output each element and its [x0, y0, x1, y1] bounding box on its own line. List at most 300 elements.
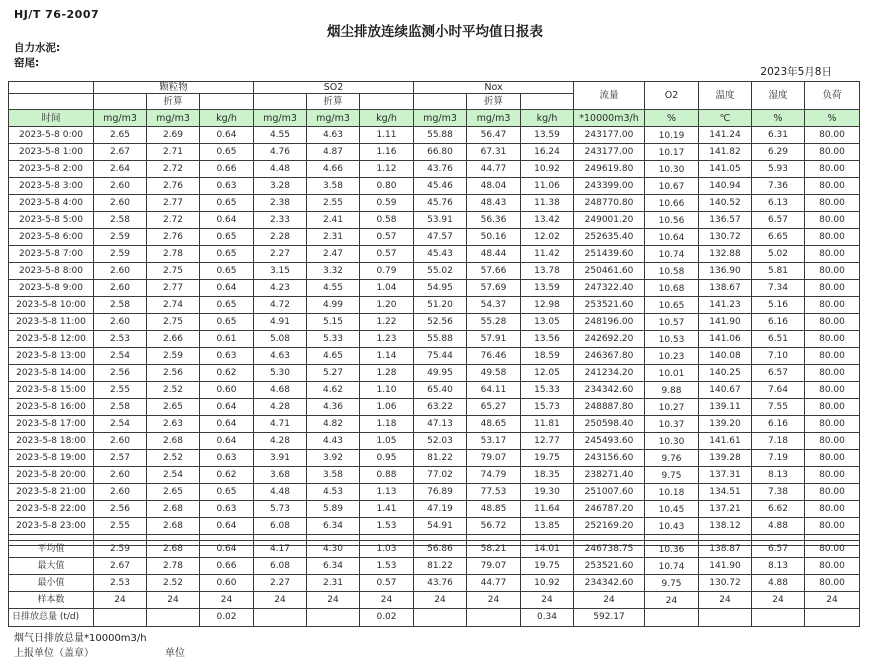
- unit-cell: %: [645, 110, 699, 127]
- value-cell: 6.57: [752, 365, 805, 382]
- blank-cell: [414, 94, 467, 110]
- value-cell: 136.90: [699, 263, 752, 280]
- value-cell: 0.02: [360, 609, 414, 627]
- value-cell: 57.66: [467, 263, 521, 280]
- col-humidity: 湿度: [752, 82, 805, 110]
- value-cell: 2.31: [307, 575, 360, 592]
- value-cell: 4.82: [307, 416, 360, 433]
- row-label: 2023-5-8 12:00: [9, 331, 94, 348]
- value-cell: 6.29: [752, 144, 805, 161]
- value-cell: 1.11: [360, 127, 414, 144]
- value-cell: 10.57: [645, 314, 699, 331]
- value-cell: 592.17: [574, 609, 645, 627]
- value-cell: 2.78: [147, 558, 200, 575]
- value-cell: 43.76: [414, 161, 467, 178]
- value-cell: 56.86: [414, 541, 467, 558]
- value-cell: 19.75: [521, 450, 574, 467]
- value-cell: 1.23: [360, 331, 414, 348]
- value-cell: 5.73: [254, 501, 307, 518]
- value-cell: 67.31: [467, 144, 521, 161]
- value-cell: 3.91: [254, 450, 307, 467]
- value-cell: 4.55: [254, 127, 307, 144]
- value-cell: [752, 609, 805, 627]
- value-cell: 6.08: [254, 518, 307, 535]
- value-cell: 14.01: [521, 541, 574, 558]
- value-cell: 10.53: [645, 331, 699, 348]
- value-cell: 13.42: [521, 212, 574, 229]
- value-cell: 24: [147, 592, 200, 609]
- group-pm: 颗粒物: [94, 82, 254, 94]
- unit-cell: mg/m3: [414, 110, 467, 127]
- value-cell: 2.28: [254, 229, 307, 246]
- value-cell: 10.64: [645, 229, 699, 246]
- value-cell: 141.06: [699, 331, 752, 348]
- value-cell: 11.42: [521, 246, 574, 263]
- value-cell: 0.62: [200, 467, 254, 484]
- value-cell: 80.00: [805, 484, 860, 501]
- value-cell: 0.64: [200, 212, 254, 229]
- value-cell: 75.44: [414, 348, 467, 365]
- value-cell: 7.36: [752, 178, 805, 195]
- value-cell: 243177.00: [574, 127, 645, 144]
- table-row: [9, 416, 860, 433]
- value-cell: 4.28: [254, 433, 307, 450]
- value-cell: 2.59: [94, 541, 147, 558]
- value-cell: 45.46: [414, 178, 467, 195]
- row-label: 2023-5-8 22:00: [9, 501, 94, 518]
- value-cell: 0.63: [200, 348, 254, 365]
- col-flow: 流量: [574, 82, 645, 110]
- value-cell: 57.91: [467, 331, 521, 348]
- value-cell: 80.00: [805, 416, 860, 433]
- row-label: 2023-5-8 14:00: [9, 365, 94, 382]
- value-cell: 1.53: [360, 558, 414, 575]
- value-cell: 0.63: [200, 450, 254, 467]
- value-cell: 10.66: [645, 195, 699, 212]
- value-cell: 0.88: [360, 467, 414, 484]
- value-cell: 6.34: [307, 518, 360, 535]
- value-cell: 51.20: [414, 297, 467, 314]
- value-cell: [147, 609, 200, 627]
- blank-cell: [360, 94, 414, 110]
- value-cell: 24: [574, 592, 645, 609]
- row-label: 2023-5-8 18:00: [9, 433, 94, 450]
- value-cell: 24: [521, 592, 574, 609]
- value-cell: 1.04: [360, 280, 414, 297]
- value-cell: 5.27: [307, 365, 360, 382]
- value-cell: 2.60: [94, 263, 147, 280]
- converted-label-nox: 折算: [467, 94, 521, 110]
- row-label: 2023-5-8 8:00: [9, 263, 94, 280]
- value-cell: 6.13: [752, 195, 805, 212]
- value-cell: 0.61: [200, 331, 254, 348]
- value-cell: 80.00: [805, 518, 860, 535]
- value-cell: 4.43: [307, 433, 360, 450]
- value-cell: 10.30: [645, 161, 699, 178]
- value-cell: 1.05: [360, 433, 414, 450]
- unit-cell: mg/m3: [467, 110, 521, 127]
- blank-cell: [94, 94, 147, 110]
- value-cell: 80.00: [805, 365, 860, 382]
- value-cell: 10.37: [645, 416, 699, 433]
- value-cell: 11.64: [521, 501, 574, 518]
- value-cell: 0.57: [360, 246, 414, 263]
- value-cell: 0.64: [200, 416, 254, 433]
- value-cell: 2.41: [307, 212, 360, 229]
- unit-cell: mg/m3: [94, 110, 147, 127]
- table-row: [9, 178, 860, 195]
- value-cell: 76.46: [467, 348, 521, 365]
- value-cell: 250461.60: [574, 263, 645, 280]
- value-cell: 79.07: [467, 450, 521, 467]
- value-cell: 2.77: [147, 195, 200, 212]
- converted-label-pm: 折算: [147, 94, 200, 110]
- value-cell: 8.13: [752, 558, 805, 575]
- value-cell: 24: [254, 592, 307, 609]
- table-row: [9, 263, 860, 280]
- value-cell: 243177.00: [574, 144, 645, 161]
- value-cell: 10.56: [645, 212, 699, 229]
- value-cell: 4.48: [254, 161, 307, 178]
- value-cell: 4.36: [307, 399, 360, 416]
- value-cell: 234342.60: [574, 575, 645, 592]
- value-cell: 64.11: [467, 382, 521, 399]
- value-cell: 245493.60: [574, 433, 645, 450]
- value-cell: 0.65: [200, 195, 254, 212]
- value-cell: 49.58: [467, 365, 521, 382]
- row-label: 2023-5-8 20:00: [9, 467, 94, 484]
- value-cell: 0.65: [200, 297, 254, 314]
- value-cell: 80.00: [805, 331, 860, 348]
- value-cell: 80.00: [805, 382, 860, 399]
- value-cell: 80.00: [805, 229, 860, 246]
- value-cell: 1.20: [360, 297, 414, 314]
- value-cell: 2.65: [94, 127, 147, 144]
- value-cell: 2.38: [254, 195, 307, 212]
- value-cell: 2.60: [94, 280, 147, 297]
- value-cell: 5.33: [307, 331, 360, 348]
- value-cell: 1.03: [360, 541, 414, 558]
- table-row: [9, 314, 860, 331]
- value-cell: 252169.20: [574, 518, 645, 535]
- value-cell: 80.00: [805, 575, 860, 592]
- value-cell: 0.64: [200, 399, 254, 416]
- value-cell: 141.90: [699, 558, 752, 575]
- value-cell: 7.38: [752, 484, 805, 501]
- value-cell: 10.30: [645, 433, 699, 450]
- value-cell: [467, 609, 521, 627]
- row-label: 2023-5-8 11:00: [9, 314, 94, 331]
- value-cell: 2.64: [94, 161, 147, 178]
- value-cell: 2.58: [94, 212, 147, 229]
- value-cell: 55.02: [414, 263, 467, 280]
- row-label: 2023-5-8 13:00: [9, 348, 94, 365]
- value-cell: 4.72: [254, 297, 307, 314]
- unit-cell: mg/m3: [147, 110, 200, 127]
- value-cell: 2.52: [147, 382, 200, 399]
- table-row: [9, 246, 860, 263]
- value-cell: 137.31: [699, 467, 752, 484]
- value-cell: 10.45: [645, 501, 699, 518]
- value-cell: 10.74: [645, 558, 699, 575]
- row-label: 2023-5-8 15:00: [9, 382, 94, 399]
- value-cell: 11.81: [521, 416, 574, 433]
- value-cell: 250598.40: [574, 416, 645, 433]
- value-cell: 55.28: [467, 314, 521, 331]
- value-cell: 6.08: [254, 558, 307, 575]
- row-label: 2023-5-8 9:00: [9, 280, 94, 297]
- value-cell: 11.06: [521, 178, 574, 195]
- value-cell: 3.58: [307, 467, 360, 484]
- value-cell: 18.35: [521, 467, 574, 484]
- value-cell: 140.08: [699, 348, 752, 365]
- value-cell: 56.47: [467, 127, 521, 144]
- value-cell: 9.88: [645, 382, 699, 399]
- value-cell: 80.00: [805, 399, 860, 416]
- value-cell: 7.34: [752, 280, 805, 297]
- table-row: [9, 433, 860, 450]
- value-cell: 5.81: [752, 263, 805, 280]
- value-cell: 2.67: [94, 144, 147, 161]
- value-cell: 19.75: [521, 558, 574, 575]
- value-cell: 1.12: [360, 161, 414, 178]
- table-row: [9, 144, 860, 161]
- value-cell: 0.62: [200, 365, 254, 382]
- group-so2: SO2: [254, 82, 414, 94]
- value-cell: 4.99: [307, 297, 360, 314]
- value-cell: 2.47: [307, 246, 360, 263]
- unit-cell: %: [752, 110, 805, 127]
- value-cell: 0.63: [200, 501, 254, 518]
- blank-cell: [200, 94, 254, 110]
- value-cell: [307, 609, 360, 627]
- value-cell: 0.65: [200, 246, 254, 263]
- value-cell: 5.15: [307, 314, 360, 331]
- table-row: [9, 592, 860, 609]
- value-cell: 3.32: [307, 263, 360, 280]
- value-cell: 2.72: [147, 212, 200, 229]
- value-cell: 2.59: [94, 229, 147, 246]
- value-cell: 54.37: [467, 297, 521, 314]
- value-cell: 45.76: [414, 195, 467, 212]
- value-cell: 130.72: [699, 575, 752, 592]
- value-cell: 80.00: [805, 297, 860, 314]
- value-cell: 52.03: [414, 433, 467, 450]
- value-cell: 7.10: [752, 348, 805, 365]
- value-cell: 43.76: [414, 575, 467, 592]
- value-cell: 2.77: [147, 280, 200, 297]
- row-label: 2023-5-8 1:00: [9, 144, 94, 161]
- unit-label: 单位: [165, 648, 185, 659]
- value-cell: 2.56: [147, 365, 200, 382]
- value-cell: 11.38: [521, 195, 574, 212]
- value-cell: 3.28: [254, 178, 307, 195]
- value-cell: 248196.00: [574, 314, 645, 331]
- value-cell: 0.65: [200, 314, 254, 331]
- value-cell: 2.55: [94, 382, 147, 399]
- value-cell: 7.19: [752, 450, 805, 467]
- value-cell: 54.91: [414, 518, 467, 535]
- value-cell: 2.54: [94, 348, 147, 365]
- value-cell: 9.75: [645, 467, 699, 484]
- value-cell: 6.16: [752, 416, 805, 433]
- value-cell: 80.00: [805, 144, 860, 161]
- value-cell: 81.22: [414, 558, 467, 575]
- value-cell: 7.18: [752, 433, 805, 450]
- value-cell: 76.89: [414, 484, 467, 501]
- value-cell: 0.34: [521, 609, 574, 627]
- value-cell: 141.90: [699, 314, 752, 331]
- value-cell: 6.65: [752, 229, 805, 246]
- value-cell: 2.27: [254, 246, 307, 263]
- value-cell: 2.33: [254, 212, 307, 229]
- value-cell: 80.00: [805, 178, 860, 195]
- value-cell: 2.71: [147, 144, 200, 161]
- value-cell: 4.63: [254, 348, 307, 365]
- value-cell: 13.56: [521, 331, 574, 348]
- value-cell: 2.65: [147, 399, 200, 416]
- value-cell: 2.52: [147, 450, 200, 467]
- value-cell: 10.36: [645, 541, 699, 558]
- table-row: [9, 558, 860, 575]
- value-cell: 6.34: [307, 558, 360, 575]
- row-label: 2023-5-8 4:00: [9, 195, 94, 212]
- value-cell: 9.75: [645, 575, 699, 592]
- group-nox: Nox: [414, 82, 574, 94]
- value-cell: 48.85: [467, 501, 521, 518]
- value-cell: 55.88: [414, 127, 467, 144]
- value-cell: 2.55: [94, 518, 147, 535]
- value-cell: 137.21: [699, 501, 752, 518]
- value-cell: 13.59: [521, 127, 574, 144]
- value-cell: 52.56: [414, 314, 467, 331]
- value-cell: 136.57: [699, 212, 752, 229]
- table-row: [9, 575, 860, 592]
- table-row: [9, 229, 860, 246]
- value-cell: 1.16: [360, 144, 414, 161]
- table-row: [9, 331, 860, 348]
- value-cell: 12.05: [521, 365, 574, 382]
- value-cell: 12.02: [521, 229, 574, 246]
- value-cell: 80.00: [805, 450, 860, 467]
- value-cell: 2.60: [94, 178, 147, 195]
- value-cell: 249619.80: [574, 161, 645, 178]
- value-cell: 0.64: [200, 541, 254, 558]
- value-cell: 81.22: [414, 450, 467, 467]
- value-cell: 2.55: [307, 195, 360, 212]
- value-cell: 139.20: [699, 416, 752, 433]
- value-cell: 80.00: [805, 558, 860, 575]
- value-cell: 79.07: [467, 558, 521, 575]
- row-label: 2023-5-8 10:00: [9, 297, 94, 314]
- value-cell: 2.68: [147, 433, 200, 450]
- value-cell: 53.17: [467, 433, 521, 450]
- value-cell: 2.63: [147, 416, 200, 433]
- value-cell: 4.30: [307, 541, 360, 558]
- table-row: [9, 518, 860, 535]
- value-cell: 1.13: [360, 484, 414, 501]
- row-label: 2023-5-8 2:00: [9, 161, 94, 178]
- table-row: [9, 501, 860, 518]
- value-cell: 4.63: [307, 127, 360, 144]
- value-cell: 2.69: [147, 127, 200, 144]
- value-cell: 77.53: [467, 484, 521, 501]
- value-cell: 48.43: [467, 195, 521, 212]
- value-cell: 3.68: [254, 467, 307, 484]
- row-label: 样本数: [9, 592, 94, 609]
- value-cell: 16.24: [521, 144, 574, 161]
- value-cell: 140.25: [699, 365, 752, 382]
- value-cell: 10.65: [645, 297, 699, 314]
- value-cell: 2.56: [94, 365, 147, 382]
- value-cell: 249001.20: [574, 212, 645, 229]
- value-cell: 19.30: [521, 484, 574, 501]
- table-row: [9, 297, 860, 314]
- value-cell: 1.41: [360, 501, 414, 518]
- value-cell: 6.57: [752, 541, 805, 558]
- value-cell: 4.23: [254, 280, 307, 297]
- value-cell: 10.19: [645, 127, 699, 144]
- value-cell: 2.75: [147, 263, 200, 280]
- value-cell: 0.57: [360, 229, 414, 246]
- value-cell: 242692.20: [574, 331, 645, 348]
- row-label: 2023-5-8 17:00: [9, 416, 94, 433]
- value-cell: 132.88: [699, 246, 752, 263]
- col-temp: 温度: [699, 82, 752, 110]
- value-cell: 1.14: [360, 348, 414, 365]
- table-row: [9, 484, 860, 501]
- value-cell: 6.51: [752, 331, 805, 348]
- value-cell: 2.65: [147, 484, 200, 501]
- value-cell: 2.76: [147, 229, 200, 246]
- value-cell: 0.65: [200, 484, 254, 501]
- value-cell: 2.58: [94, 399, 147, 416]
- converted-label-so2: 折算: [307, 94, 360, 110]
- value-cell: 0.58: [360, 212, 414, 229]
- value-cell: 0.95: [360, 450, 414, 467]
- row-label: 2023-5-8 19:00: [9, 450, 94, 467]
- value-cell: 65.27: [467, 399, 521, 416]
- value-cell: 4.87: [307, 144, 360, 161]
- value-cell: 140.67: [699, 382, 752, 399]
- value-cell: 12.98: [521, 297, 574, 314]
- value-cell: 2.76: [147, 178, 200, 195]
- value-cell: 7.64: [752, 382, 805, 399]
- value-cell: 2.54: [94, 416, 147, 433]
- value-cell: 2.68: [147, 541, 200, 558]
- value-cell: 246738.75: [574, 541, 645, 558]
- value-cell: 2.60: [94, 484, 147, 501]
- value-cell: 140.52: [699, 195, 752, 212]
- value-cell: 0.66: [200, 161, 254, 178]
- table-row: [9, 348, 860, 365]
- flue-gas-total-label: 烟气日排放总量*10000m3/h: [14, 633, 147, 644]
- value-cell: 80.00: [805, 161, 860, 178]
- value-cell: 10.67: [645, 178, 699, 195]
- table-row: [9, 399, 860, 416]
- value-cell: 0.64: [200, 433, 254, 450]
- value-cell: 6.62: [752, 501, 805, 518]
- value-cell: 141.24: [699, 127, 752, 144]
- value-cell: 10.74: [645, 246, 699, 263]
- value-cell: 80.00: [805, 433, 860, 450]
- value-cell: 24: [307, 592, 360, 609]
- value-cell: 2.74: [147, 297, 200, 314]
- value-cell: 252635.40: [574, 229, 645, 246]
- value-cell: 248770.80: [574, 195, 645, 212]
- value-cell: 80.00: [805, 541, 860, 558]
- value-cell: 10.43: [645, 518, 699, 535]
